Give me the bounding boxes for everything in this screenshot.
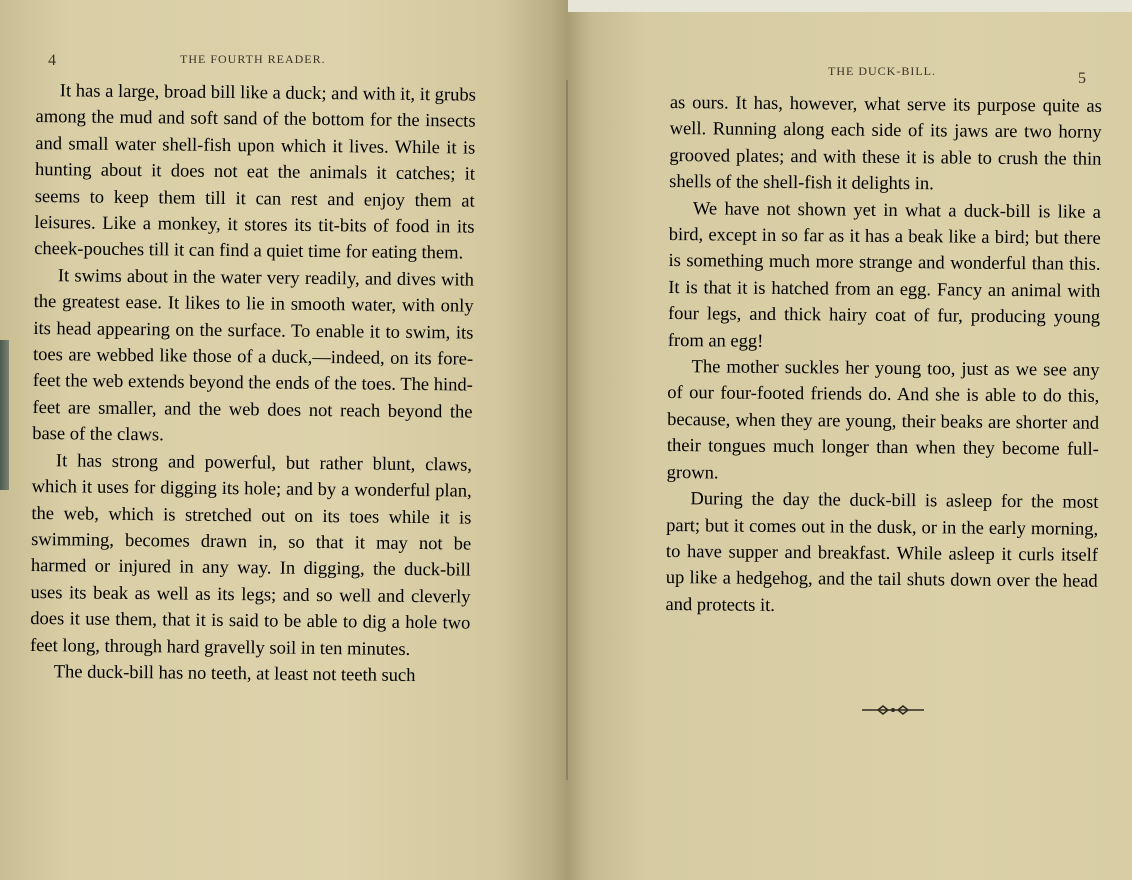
left-page-body <box>30 78 476 690</box>
background-strip <box>568 0 1132 12</box>
right-page-body <box>665 90 1102 622</box>
paragraph: It has strong and powerful, but rather blunt, claws, which it uses for digging its hole; and by a wonderful plan, the web, which is stretched out on its toes while it is swimming, becomes drawn in, so that it may not be harmed or injured in any way. In digging, the duck-bill uses its beak as well as its legs; and so well and cleverly does it use them, that it is said to be able to dig a hole two feet long, through hard gravelly soil in ten minutes. <box>29 450 473 660</box>
left-running-head: THE FOURTH READER. <box>180 52 326 66</box>
paragraph: It swims about in the water very readily, and dives with the greatest ease. It likes to lie in smooth water, with only its head appearing on the surface. To enable it to swim, its toes are webbed like those of a duck,—indeed, on its fore-feet the web extends beyond the ends of the toes. The hind-feet are smaller, and the web does not reach beyond the base of the claws. <box>32 266 475 446</box>
paragraph: We have not shown yet in what a duck-bill is like a bird, except in so far as it has a beak like a bird; but there is something much more strange and wonderful than this. It is that it is hatched from an egg. Fancy an animal with four legs, and thick hairy coat of fur, producing young from an egg! <box>667 198 1102 352</box>
paragraph: The duck-bill has no teeth, at least not teeth such <box>53 662 416 686</box>
paragraph: The mother suckles her young too, just as we see any of our four-footed friends do. And she is able to do this, because, when they are young, their beaks are shorter and their tongues much longer than when they become full-grown. <box>666 357 1100 484</box>
paragraph: It has a large, broad bill like a duck; and with it, it grubs among the mud and soft sand of the bottom for the insects and small water shell-fish upon which it lives. While it is hunting about it does not eat the animals it catches; it seems to keep them till it can rest and enjoy them at leisures. Like a monkey, it stores its tit-bits of food in its cheek-pouches till it can find a quiet time for eating them. <box>34 81 476 264</box>
book-gutter <box>566 80 568 780</box>
end-ornament <box>860 702 926 718</box>
paragraph: as ours. It has, however, what serve its purpose quite as well. Running along each side of its jaws are two horny grooved plates; and with these it is able to crush the thin shells of the shell-fish it delights in. <box>669 92 1102 195</box>
left-page-number: 4 <box>48 52 56 69</box>
right-page-number: 5 <box>1078 70 1086 87</box>
bookmark-tab <box>0 340 9 490</box>
right-running-head: THE DUCK-BILL. <box>828 64 936 78</box>
paragraph: During the day the duck-bill is asleep for the most part; but it comes out in the dusk, or in the early morning, to have supper and breakfast. While asleep it curls itself up like a hedgehog, and the tail shuts down over the head and protects it. <box>665 489 1099 616</box>
